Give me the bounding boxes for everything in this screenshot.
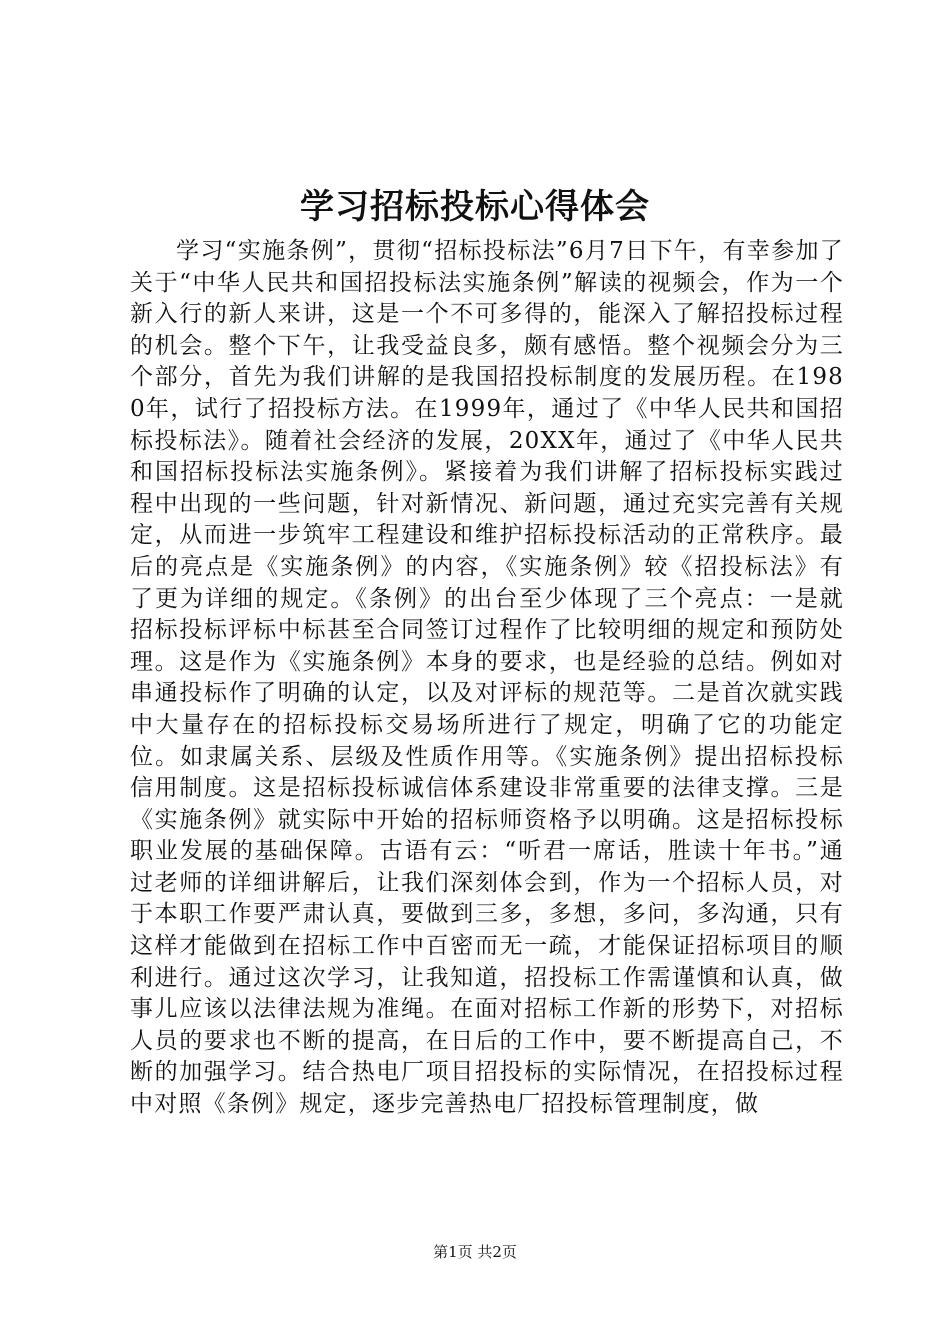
page-number-footer: 第1页 共2页 bbox=[433, 1243, 517, 1261]
document-title: 学习招标投标心得体会 bbox=[300, 187, 650, 227]
document-body-paragraph: 学习“实施条例”，贯彻“招标投标法”6月7日下午，有幸参加了关于“中华人民共和国招投标法实施条例”解读的视频会，作为一个新入行的新人来讲，这是一个不可多得的，能深入了解招投标过程的机会。整个下午，让我受益良多，颇有感悟。整个视频会分为三个部分，首先为我们讲解的是我国招投标制度的发展历程。在1980年，试行了招投标方法。在1999年，通过了《中华人民共和国招标投标法》。随着社会经济的发展，20XX年，通过了《中华人民共和国招标投标法实施条例》。紧接着为我们讲解了招标投标实践过程中出现的一些问题，针对新情况、新问题，通过充实完善有关规定，从而进一步筑牢工程建设和维护招标投标活动的正常秩序。最后的亮点是《实施条例》的内容，《实施条例》较《招投标法》有了更为详细的规定。《条例》的出台至少体现了三个亮点：一是就招标投标评标中标甚至合同签订过程作了比较明细的规定和预防处理。这是作为《实施条例》本身的要求，也是经验的总结。例如对串通投标作了明确的认定，以及对评标的规范等。二是首次就实践中大量存在的招标投标交易场所进行了规定，明确了它的功能定位。如隶属关系、层级及性质作用等。《实施条例》提出招标投标信用制度。这是招标投标诚信体系建设非常重要的法律支撑。三是《实施条例》就实际中开始的招标师资格予以明确。这是招标投标职业发展的基础保障。古语有云：“听君一席话，胜读十年书。”通过老师的详细讲解后，让我们深刻体会到，作为一个招标人员，对于本职工作要严肃认真，要做到三多，多想，多问，多沟通，只有这样才能做到在招标工作中百密而无一疏，才能保证招标项目的顺利进行。通过这次学习，让我知道，招投标工作需谨慎和认真，做事儿应该以法律法规为准绳。在面对招标工作新的形势下，对招标人员的要求也不断的提高，在日后的工作中，要不断提高自己，不断的加强学习。结合热电厂项目招投标的实际情况，在招投标过程中对照《条例》规定，逐步完善热电厂招投标管理制度，做 bbox=[130, 238, 844, 1118]
